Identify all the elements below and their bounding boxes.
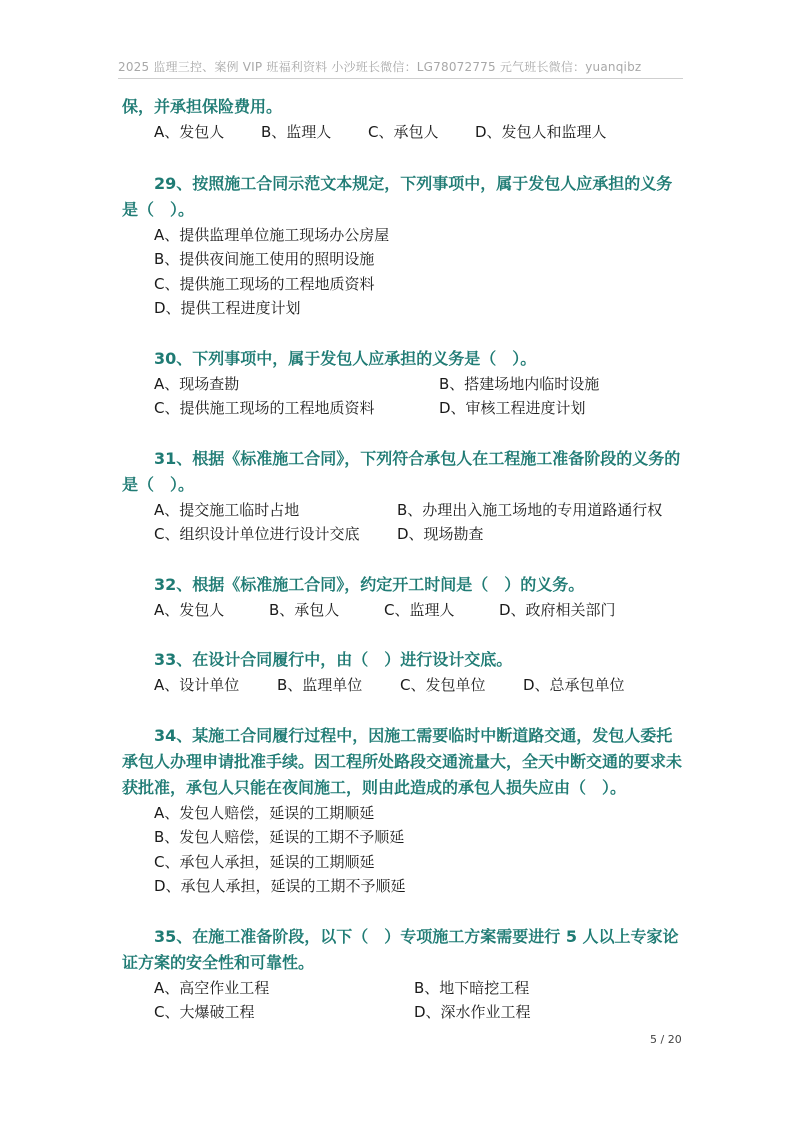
option-c: C、提供施工现场的工程地质资料 — [154, 399, 375, 417]
question-stem: 34、某施工合同履行过程中，因施工需要临时中断道路交通，发包人委托承包人办理申请批准手续。因工程所处路段交通流量大，全天中断交通的要求未获批准，承包人只能在夜间施工，则由此造成的承包人损失应由（ ）。 — [122, 725, 683, 797]
option-b: B、搭建场地内临时设施 — [439, 374, 600, 393]
question-29 — [122, 171, 687, 321]
option-c: C、大爆破工程 — [154, 1003, 255, 1021]
question-34 — [122, 723, 687, 899]
option-a: A、发包人赔偿，延误的工期顺延 — [154, 803, 375, 822]
option-b: B、承包人 — [269, 600, 340, 619]
option-d: D、政府相关部门 — [499, 600, 616, 619]
option-c: C、提供施工现场的工程地质资料 — [154, 274, 375, 293]
option-d: D、发包人和监理人 — [475, 123, 607, 141]
question-28 — [122, 94, 687, 145]
options-list — [154, 223, 687, 321]
question-30 — [122, 346, 687, 421]
question-list — [122, 94, 687, 1050]
option-c: C、发包单位 — [400, 676, 486, 694]
option-c: C、承包人 — [368, 123, 439, 141]
option-b: B、监理单位 — [277, 676, 363, 694]
option-a: A、提交施工临时占地 — [154, 500, 300, 519]
option-b: B、地下暗挖工程 — [414, 978, 530, 997]
option-d: D、总承包单位 — [523, 676, 625, 694]
option-d: D、提供工程进度计划 — [154, 299, 301, 317]
option-a: A、发包人 — [154, 123, 225, 141]
option-a: A、现场查勘 — [154, 374, 240, 393]
options-row — [154, 673, 687, 698]
question-stem: 35、在施工准备阶段，以下（ ）专项施工方案需要进行 5 人以上专家论证方案的安全性和可靠性。 — [122, 926, 679, 972]
options-grid — [154, 976, 687, 1025]
question-stem: 32、根据《标准施工合同》，约定开工时间是（ ）的义务。 — [154, 574, 585, 594]
option-d: D、承包人承担，延误的工期不予顺延 — [154, 877, 406, 895]
page-header: 2025 监理三控、案例 VIP 班福利资料 小沙班长微信：LG78072775 元气班长微信：yuanqibz — [118, 60, 642, 74]
question-stem: 31、根据《标准施工合同》，下列符合承包人在工程施工准备阶段的义务的是（ ）。 — [122, 448, 681, 494]
question-35 — [122, 924, 687, 1025]
option-a: A、高空作业工程 — [154, 978, 270, 997]
question-32 — [122, 572, 687, 623]
options-row — [154, 598, 687, 623]
question-31 — [122, 446, 687, 547]
option-c: C、承包人承担，延误的工期顺延 — [154, 852, 375, 871]
option-a: A、设计单位 — [154, 676, 240, 694]
option-d: D、现场勘查 — [397, 525, 484, 543]
options-grid — [154, 372, 687, 421]
question-stem: 33、在设计合同履行中，由（ ）进行设计交底。 — [154, 650, 513, 669]
options-row — [154, 120, 687, 145]
option-a: A、提供监理单位施工现场办公房屋 — [154, 225, 390, 244]
question-33 — [122, 647, 687, 698]
header-divider — [118, 78, 683, 79]
question-stem: 30、下列事项中，属于发包人应承担的义务是（ ）。 — [154, 348, 537, 368]
option-b: B、监理人 — [261, 123, 332, 141]
option-a: A、发包人 — [154, 600, 225, 619]
option-c: C、监理人 — [384, 600, 455, 619]
question-stem: 29、按照施工合同示范文本规定，下列事项中，属于发包人应承担的义务是（ ）。 — [122, 173, 673, 219]
options-grid — [154, 498, 687, 547]
option-d: D、深水作业工程 — [414, 1003, 531, 1021]
option-c: C、组织设计单位进行设计交底 — [154, 525, 360, 543]
options-list — [154, 801, 687, 899]
option-d: D、审核工程进度计划 — [439, 399, 586, 417]
option-b: B、发包人赔偿，延误的工期不予顺延 — [154, 828, 405, 846]
option-b: B、提供夜间施工使用的照明设施 — [154, 250, 375, 268]
question-stem: 保，并承担保险费用。 — [122, 97, 283, 116]
option-b: B、办理出入施工场地的专用道路通行权 — [397, 500, 663, 519]
page-number: 5 / 20 — [650, 1033, 682, 1046]
